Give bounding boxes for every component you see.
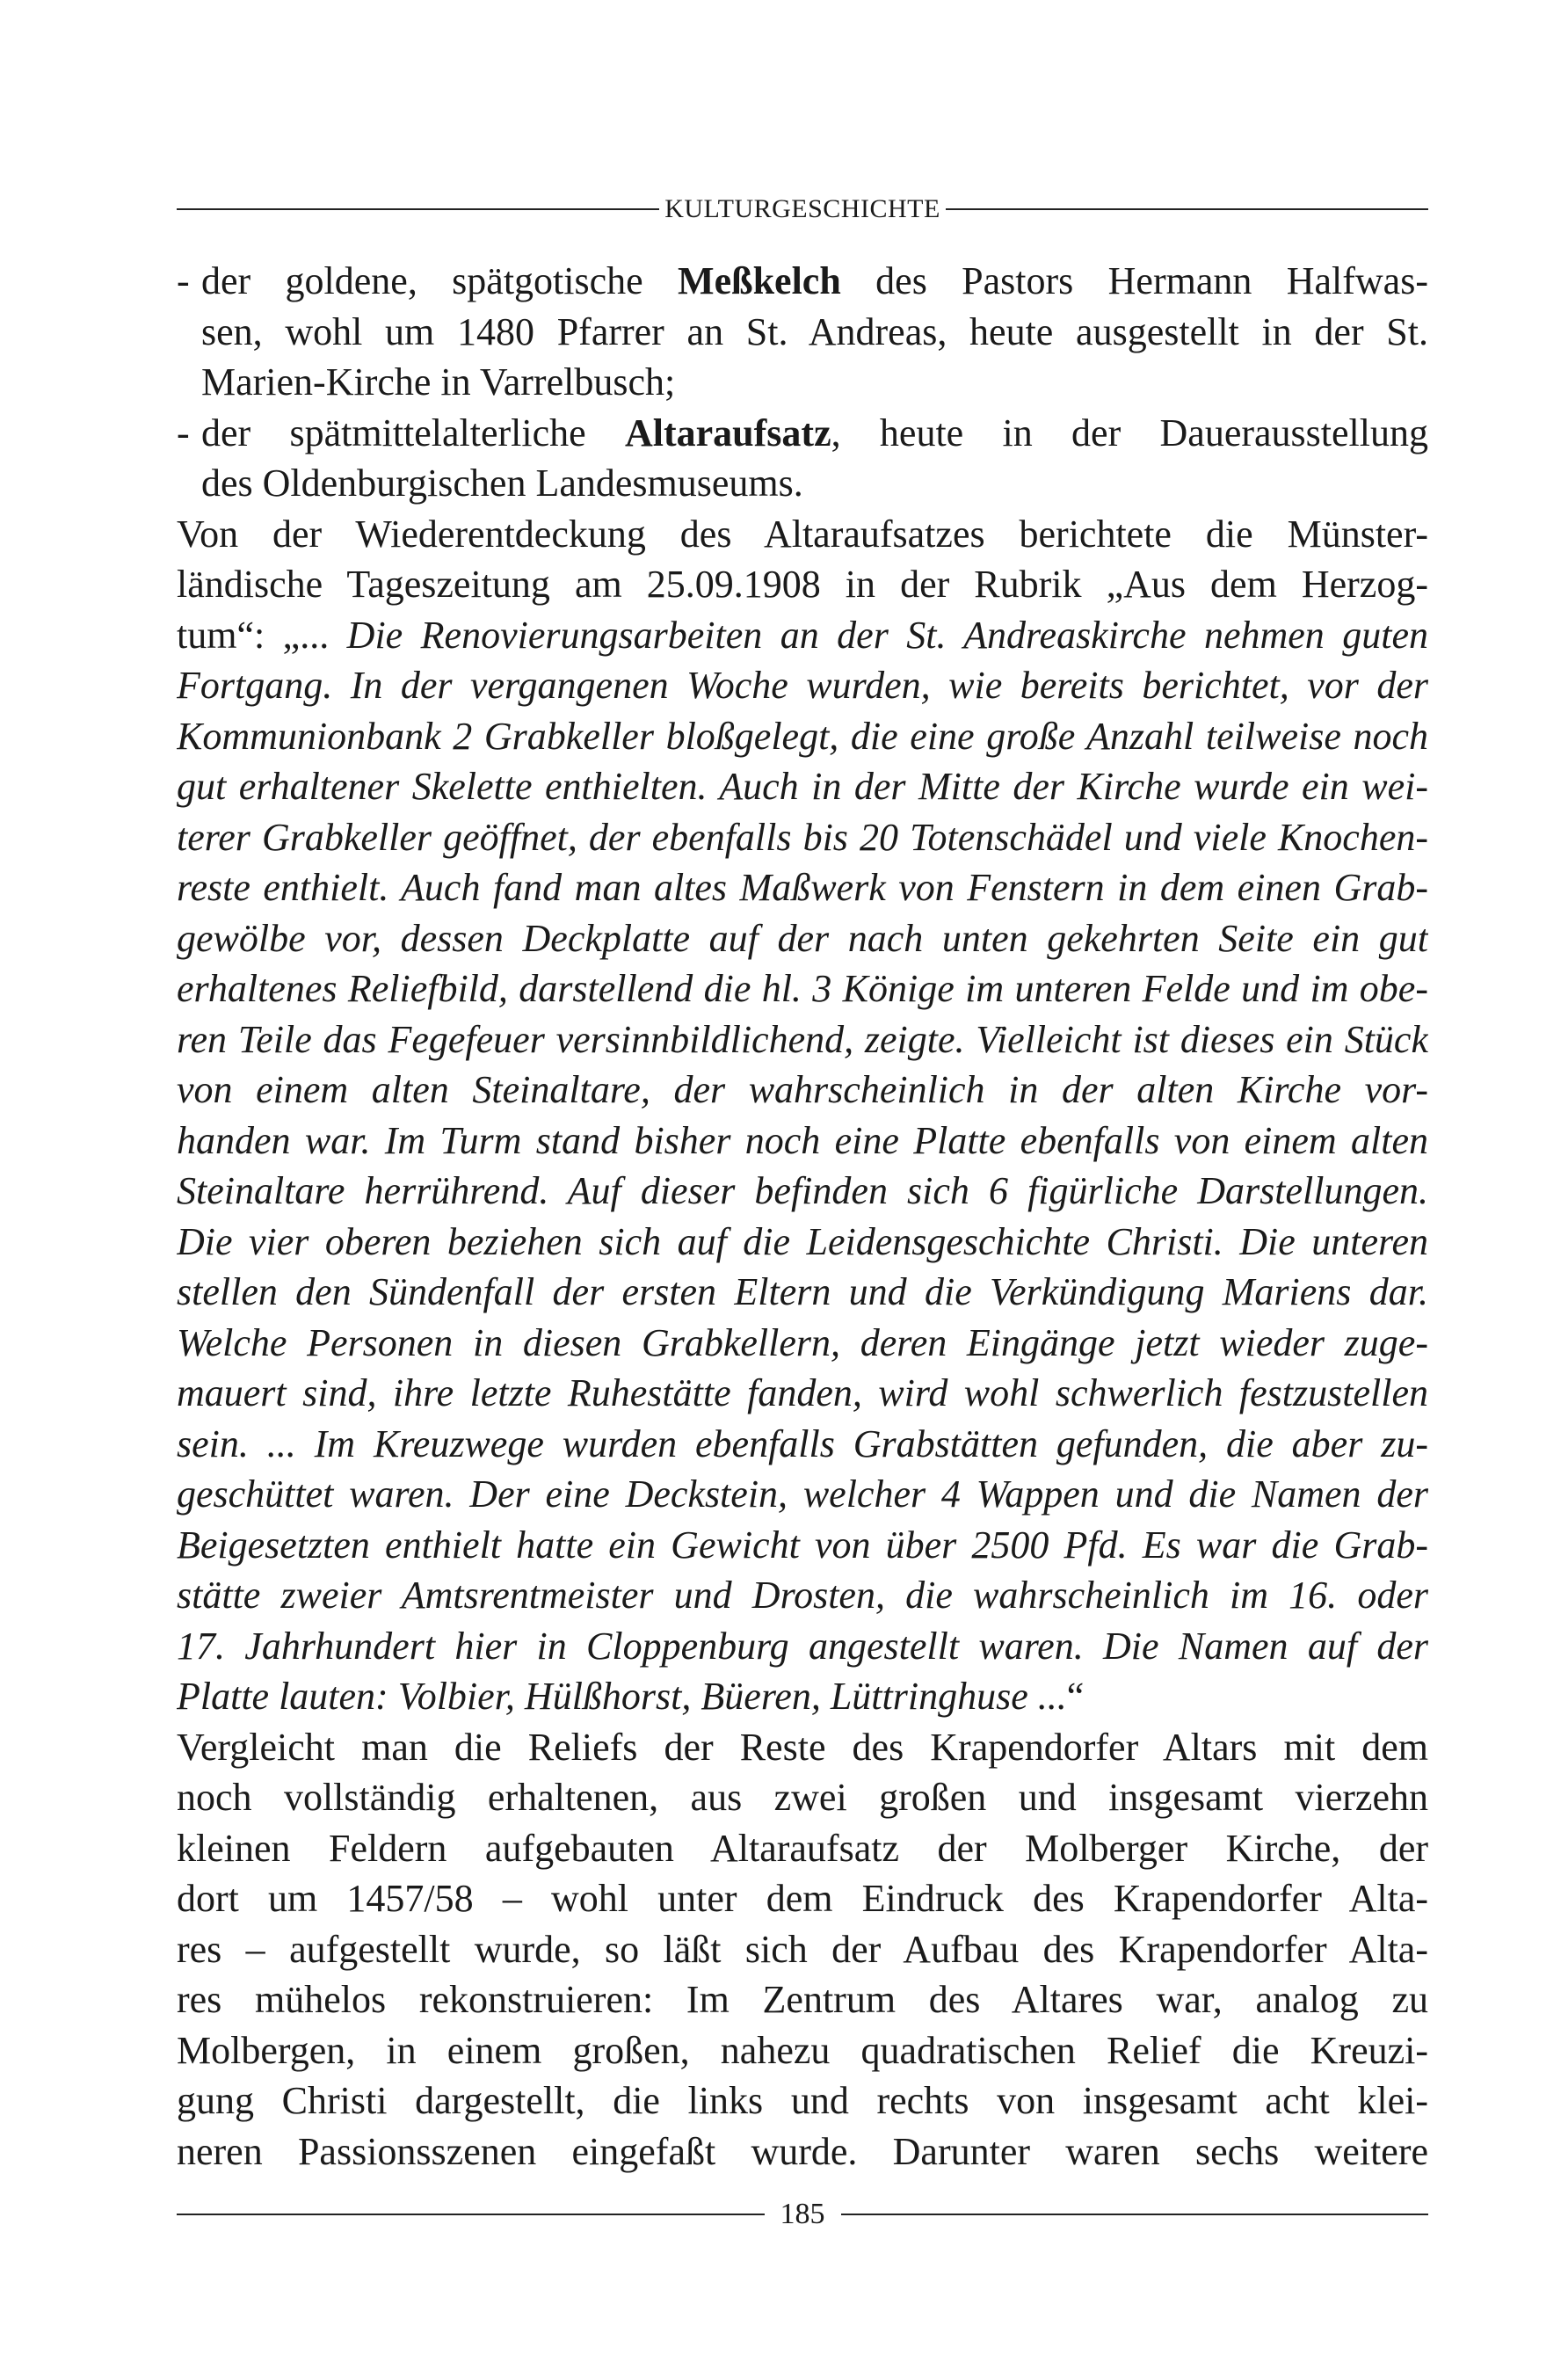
quoted-italic-text: Beigesetzten enthielt hatte ein Gewicht von über 2500 Pfd. Es war die Grab-: [177, 1523, 1428, 1567]
text-line: [177, 1267, 1428, 1318]
text-line: [177, 1065, 1428, 1116]
text-segment: res – aufgestellt wurde, so läßt sich der Aufbau des Krapendorfer Alta-: [177, 1927, 1428, 1971]
text-line: [177, 559, 1428, 610]
quoted-italic-text: Kommunionbank 2 Grabkeller bloßgelegt, die eine große Anzahl teilweise noch: [177, 714, 1428, 758]
text-line: [177, 1166, 1428, 1217]
text-line: [177, 761, 1428, 812]
text-segment: Vergleicht man die Reliefs der Reste des Krapendorfer Altars mit dem: [177, 1725, 1428, 1769]
quoted-italic-text: stellen den Sündenfall der ersten Eltern und die Verkündigung Mariens dar.: [177, 1270, 1428, 1313]
text-line: [177, 660, 1428, 711]
text-line: [177, 711, 1428, 762]
quoted-italic-text: Platte lauten: Volbier, Hülßhorst, Büeren, Lüttringhuse ...: [177, 1675, 1067, 1718]
text-segment: der goldene, spätgotische: [201, 259, 679, 302]
text-line: [177, 1823, 1428, 1874]
footer-rule-left: [177, 2214, 765, 2215]
text-line: [177, 2025, 1428, 2076]
text-segment: der spätmittelalterliche: [201, 411, 625, 454]
text-segment: Marien-Kirche in Varrelbusch;: [201, 360, 676, 403]
text-segment: dort um 1457/58 – wohl unter dem Eindruck des Krapendorfer Alta-: [177, 1877, 1428, 1920]
text-line: [177, 1116, 1428, 1167]
text-segment: kleinen Feldern aufgebauten Altaraufsatz der Molberger Kirche, der: [177, 1826, 1428, 1870]
text-line: [177, 1570, 1428, 1621]
text-line: [177, 1469, 1428, 1520]
text-segment: sen, wohl um 1480 Pfarrer an St. Andreas, heute ausgestellt in der St.: [201, 309, 1428, 353]
text-segment: des Pastors Hermann Halfwas-: [840, 259, 1428, 302]
text-line: [177, 1722, 1428, 1773]
text-line: [177, 2076, 1428, 2126]
text-line: [177, 1924, 1428, 1975]
text-segment: neren Passionsszenen eingefaßt wurde. Darunter waren sechs weitere: [177, 2129, 1428, 2173]
text-line: [177, 1621, 1428, 1672]
text-line: [177, 1520, 1428, 1571]
quoted-italic-text: von einem alten Steinaltare, der wahrscheinlich in der alten Kirche vor-: [177, 1068, 1428, 1111]
text-segment: res mühelos rekonstruieren: Im Zentrum des Altares war, analog zu: [177, 1978, 1428, 2021]
text-line: [177, 1419, 1428, 1470]
text-line: [177, 913, 1428, 964]
text-segment: Molbergen, in einem großen, nahezu quadratischen Relief die Kreuzi-: [177, 2028, 1428, 2072]
quoted-italic-text: gewölbe vor, dessen Deckplatte auf der nach unten gekehrten Seite ein gut: [177, 916, 1428, 960]
quoted-italic-text: handen war. Im Turm stand bisher noch eine Platte ebenfalls von einem alten: [177, 1118, 1428, 1162]
page-footer: [177, 2196, 1428, 2233]
text-line: [177, 408, 1428, 459]
text-line: [177, 812, 1428, 863]
quoted-italic-text: sein. ... Im Kreuzwege wurden ebenfalls Grabstätten gefunden, die aber zu-: [177, 1421, 1428, 1465]
list-bullet: -: [177, 259, 190, 302]
page-number: 185: [780, 2198, 825, 2230]
text-line: [177, 307, 1428, 358]
text-segment: , heute in der Dauerausstellung: [831, 411, 1428, 454]
text-line: [177, 1318, 1428, 1369]
text-line: [177, 862, 1428, 913]
quoted-italic-text: terer Grabkeller geöffnet, der ebenfalls bis 20 Totenschädel und viele Knochen-: [177, 815, 1428, 859]
text-line: [177, 2126, 1428, 2177]
text-line: [177, 1873, 1428, 1924]
bold-term: Meßkelch: [678, 259, 841, 302]
header-rule-left: [177, 208, 659, 210]
quoted-italic-text: ren Teile das Fegefeuer versinnbildlichend, zeigte. Vielleicht ist dieses ein Stück: [177, 1017, 1428, 1061]
quoted-italic-text: 17. Jahrhundert hier in Cloppenburg angestellt waren. Die Namen auf der: [177, 1624, 1428, 1668]
text-segment: tum“: „...: [177, 613, 347, 657]
quoted-italic-text: Welche Personen in diesen Grabkellern, deren Eingänge jetzt wieder zuge-: [177, 1320, 1428, 1364]
quoted-italic-text: mauert sind, ihre letzte Ruhestätte fanden, wird wohl schwerlich festzustellen: [177, 1371, 1428, 1414]
text-line: [177, 1217, 1428, 1268]
footer-rule-right: [841, 2214, 1429, 2215]
text-segment: noch vollständig erhaltenen, aus zwei großen und insgesamt vierzehn: [177, 1776, 1428, 1819]
bold-term: Altaraufsatz: [625, 411, 831, 454]
text-line: [177, 1974, 1428, 2025]
text-line: [177, 458, 1428, 509]
running-header: [177, 192, 1428, 227]
text-line: [177, 963, 1428, 1014]
quoted-italic-text: Die vier oberen beziehen sich auf die Leidensgeschichte Christi. Die unteren: [177, 1219, 1428, 1263]
text-line: [177, 357, 1428, 408]
quoted-italic-text: reste enthielt. Auch fand man altes Maßwerk von Fenstern in dem einen Grab-: [177, 866, 1428, 909]
text-segment: gung Christi dargestellt, die links und rechts von insgesamt acht klei-: [177, 2079, 1428, 2122]
text-line: [177, 509, 1428, 560]
text-line: [177, 610, 1428, 661]
header-rule-right: [946, 208, 1428, 210]
quoted-italic-text: Steinaltare herrührend. Auf dieser befinden sich 6 figürliche Darstellungen.: [177, 1169, 1428, 1212]
text-segment: “: [1066, 1675, 1085, 1718]
running-header-title: KULTURGESCHICHTE: [664, 194, 940, 223]
text-segment: Von der Wiederentdeckung des Altaraufsatzes berichtete die Münster-: [177, 512, 1428, 556]
quoted-italic-text: Fortgang. In der vergangenen Woche wurden, wie bereits berichtet, vor der: [177, 664, 1428, 707]
text-segment: ländische Tageszeitung am 25.09.1908 in der Rubrik „Aus dem Herzog-: [177, 563, 1428, 606]
text-line: [177, 256, 1428, 307]
quoted-italic-text: stätte zweier Amtsrentmeister und Drosten, die wahrscheinlich im 16. oder: [177, 1574, 1428, 1617]
body-text: [177, 256, 1428, 2177]
quoted-italic-text: erhaltenes Reliefbild, darstellend die hl. 3 Könige im unteren Felde und im obe-: [177, 967, 1428, 1010]
text-line: [177, 1014, 1428, 1065]
list-bullet: -: [177, 411, 190, 454]
text-segment: des Oldenburgischen Landesmuseums.: [201, 462, 803, 505]
quoted-italic-text: gut erhaltener Skelette enthielten. Auch in der Mitte der Kirche wurde ein wei-: [177, 765, 1428, 808]
quoted-italic-text: geschüttet waren. Der eine Deckstein, welcher 4 Wappen und die Namen der: [177, 1472, 1428, 1516]
text-line: [177, 1671, 1428, 1722]
text-line: [177, 1772, 1428, 1823]
quoted-italic-text: Die Renovierungsarbeiten an der St. Andreaskirche nehmen guten: [346, 613, 1428, 657]
text-line: [177, 1368, 1428, 1419]
